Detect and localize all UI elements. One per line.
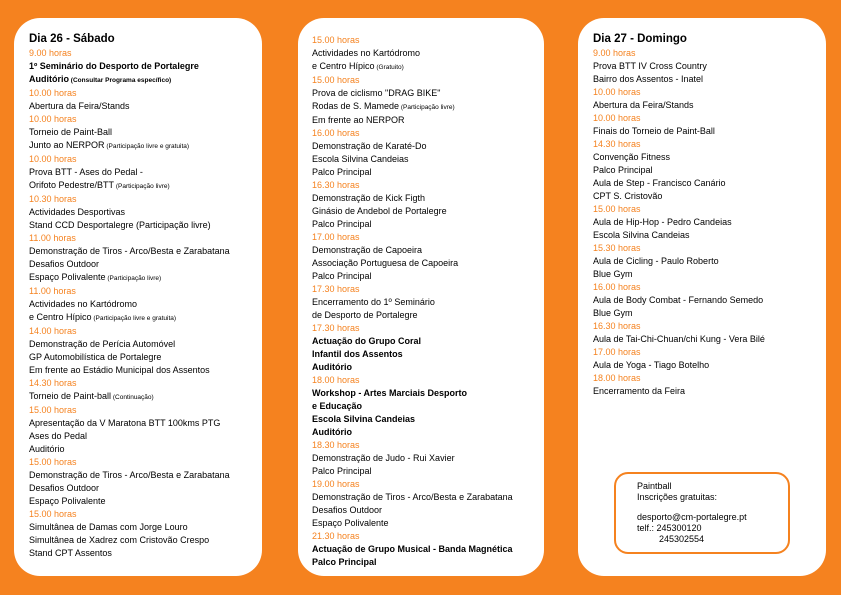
entry-text: Auditório — [29, 444, 65, 454]
entry-text: Actuação do Grupo Coral — [312, 336, 422, 346]
entry-text: 10.00 horas — [593, 113, 641, 123]
schedule-entry — [312, 87, 544, 100]
entry-text: Palco Principal — [312, 557, 377, 567]
info-spacer — [637, 503, 788, 512]
info-phone-alt: 245302554 — [659, 534, 705, 544]
entry-note: (Participação livre e gratuita) — [91, 315, 177, 322]
entry-text: Auditório — [29, 74, 69, 84]
saturday-panel — [14, 18, 262, 576]
entry-text: Palco Principal — [593, 165, 653, 175]
entry-text: Espaço Polivalente — [312, 518, 389, 528]
entry-text: 15.00 horas — [29, 405, 77, 415]
schedule-time — [312, 74, 544, 87]
saturday-continued-schedule — [312, 34, 544, 569]
entry-text: Apresentação da V Maratona BTT 100kms PTG — [29, 418, 221, 428]
entry-text: Em frente ao NERPOR — [312, 115, 405, 125]
schedule-time — [29, 193, 262, 206]
schedule-entry — [29, 73, 262, 87]
entry-text: Ases do Pedal — [29, 431, 88, 441]
schedule-time — [29, 47, 262, 60]
schedule-entry — [593, 385, 826, 398]
entry-text: Demonstração de Tiros - Arco/Besta e Zarabatana — [29, 470, 230, 480]
entry-text: Desafios Outdoor — [29, 483, 100, 493]
schedule-time — [29, 325, 262, 338]
entry-text: Aula de Hip-Hop - Pedro Candeias — [593, 217, 732, 227]
entry-text: Abertura da Feira/Stands — [593, 100, 694, 110]
schedule-entry — [312, 270, 544, 283]
entry-text: 14.30 horas — [593, 139, 641, 149]
schedule-entry — [593, 99, 826, 112]
schedule-time — [593, 47, 826, 60]
entry-text: GP Automobilística de Portalegre — [29, 352, 162, 362]
entry-text: Espaço Polivalente — [29, 272, 106, 282]
entry-note: (Participação livre e gratuita) — [104, 143, 190, 150]
entry-text: Actividades Desportivas — [29, 207, 126, 217]
schedule-entry — [29, 271, 262, 285]
entry-text: Demonstração de Tiros - Arco/Besta e Zarabatana — [29, 246, 230, 256]
schedule-entry — [593, 151, 826, 164]
schedule-entry — [312, 166, 544, 179]
schedule-time — [29, 508, 262, 521]
entry-text: 15.30 horas — [593, 243, 641, 253]
schedule-entry — [312, 543, 544, 556]
entry-text: Bairro dos Assentos - Inatel — [593, 74, 704, 84]
entry-text: Simultânea de Damas com Jorge Louro — [29, 522, 188, 532]
schedule-time — [312, 179, 544, 192]
schedule-time — [593, 242, 826, 255]
schedule-entry — [312, 100, 544, 114]
schedule-entry — [312, 504, 544, 517]
schedule-entry — [29, 100, 262, 113]
entry-text: 17.30 horas — [312, 323, 360, 333]
entry-text: 16.30 horas — [593, 321, 641, 331]
schedule-entry — [29, 443, 262, 456]
schedule-entry — [593, 125, 826, 138]
entry-note: (Participação livre) — [105, 275, 162, 282]
paintball-info-box — [614, 472, 790, 554]
schedule-time — [312, 231, 544, 244]
schedule-entry — [29, 258, 262, 271]
entry-text: Actuação de Grupo Musical - Banda Magnética — [312, 544, 513, 554]
schedule-time — [312, 283, 544, 296]
schedule-time — [593, 372, 826, 385]
schedule-time — [29, 232, 262, 245]
schedule-time — [593, 112, 826, 125]
entry-text: Espaço Polivalente — [29, 496, 106, 506]
info-title: Paintball — [637, 481, 672, 491]
entry-text: Associação Portuguesa de Capoeira — [312, 258, 459, 268]
schedule-entry — [29, 430, 262, 443]
schedule-entry — [29, 469, 262, 482]
schedule-entry — [312, 413, 544, 426]
entry-text: Prova BTT - Ases do Pedal - — [29, 167, 143, 177]
sunday-schedule — [593, 47, 826, 398]
schedule-entry — [29, 521, 262, 534]
entry-note: (Participação livre) — [399, 104, 455, 111]
entry-text: e Centro Hípico — [312, 61, 375, 71]
entry-text: Torneio de Paint-ball — [29, 391, 112, 401]
schedule-entry — [593, 294, 826, 307]
entry-text: e Educação — [312, 401, 363, 411]
entry-text: de Desporto de Portalegre — [312, 310, 418, 320]
schedule-entry — [312, 140, 544, 153]
schedule-entry — [312, 47, 544, 60]
schedule-entry — [29, 482, 262, 495]
entry-text: 11.00 horas — [29, 286, 76, 296]
entry-text: Orifoto Pedestre/BTT — [29, 180, 115, 190]
entry-text: Demonstração de Capoeira — [312, 245, 423, 255]
entry-text: 9.00 horas — [593, 48, 636, 58]
schedule-entry — [312, 309, 544, 322]
entry-text: 10.00 horas — [29, 114, 77, 124]
schedule-time — [593, 86, 826, 99]
schedule-entry — [312, 400, 544, 413]
entry-text: Infantil dos Assentos — [312, 349, 403, 359]
info-subtitle: Inscrições gratuitas: — [637, 492, 718, 502]
schedule-time — [29, 404, 262, 417]
entry-text: Demonstração de Perícia Automóvel — [29, 339, 176, 349]
entry-note: (Continuação) — [111, 394, 154, 401]
schedule-time — [593, 320, 826, 333]
entry-text: 10.00 horas — [29, 88, 77, 98]
schedule-entry — [312, 348, 544, 361]
entry-text: Palco Principal — [312, 271, 372, 281]
schedule-time — [29, 456, 262, 469]
entry-text: Workshop - Artes Marciais Desporto — [312, 388, 468, 398]
schedule-entry — [29, 139, 262, 153]
entry-text: 17.00 horas — [312, 232, 360, 242]
sunday-title: Dia 27 - Domingo — [593, 33, 687, 45]
schedule-entry — [593, 164, 826, 177]
saturday-title: Dia 26 - Sábado — [29, 33, 115, 45]
entry-text: Desafios Outdoor — [29, 259, 100, 269]
schedule-entry — [312, 465, 544, 478]
entry-text: 14.30 horas — [29, 378, 77, 388]
entry-text: 18.00 horas — [593, 373, 641, 383]
schedule-entry — [593, 268, 826, 281]
schedule-entry — [312, 452, 544, 465]
entry-text: 10.00 horas — [29, 154, 77, 164]
entry-text: 15.00 horas — [312, 75, 360, 85]
entry-text: Aula de Body Combat - Fernando Semedo — [593, 295, 764, 305]
schedule-time — [593, 138, 826, 151]
schedule-time — [312, 439, 544, 452]
entry-text: Convenção Fitness — [593, 152, 671, 162]
entry-text: Escola Silvina Candeias — [593, 230, 690, 240]
entry-text: 17.30 horas — [312, 284, 360, 294]
schedule-entry — [29, 60, 262, 73]
entry-text: Ginásio de Andebol de Portalegre — [312, 206, 447, 216]
schedule-time — [593, 203, 826, 216]
schedule-time — [29, 87, 262, 100]
entry-text: 1º Seminário do Desporto de Portalegre — [29, 61, 199, 71]
entry-note: (Consultar Programa específico) — [69, 77, 172, 84]
entry-text: 15.00 horas — [29, 509, 77, 519]
schedule-entry — [593, 73, 826, 86]
schedule-entry — [593, 60, 826, 73]
entry-text: Finais do Torneio de Paint-Ball — [593, 126, 715, 136]
schedule-time — [29, 377, 262, 390]
schedule-entry — [312, 387, 544, 400]
entry-text: 10.00 horas — [593, 87, 641, 97]
schedule-time — [312, 530, 544, 543]
schedule-entry — [593, 177, 826, 190]
schedule-time — [312, 374, 544, 387]
entry-text: Demonstração de Tiros - Arco/Besta e Zarabatana — [312, 492, 513, 502]
entry-text: Prova de ciclismo "DRAG BIKE" — [312, 88, 441, 98]
entry-text: 15.00 horas — [312, 35, 360, 45]
entry-note: (Gratuito) — [374, 64, 404, 71]
entry-text: Palco Principal — [312, 466, 372, 476]
entry-text: 19.00 horas — [312, 479, 360, 489]
entry-text: Encerramento do 1º Seminário — [312, 297, 435, 307]
saturday-schedule — [29, 47, 262, 560]
schedule-entry — [593, 216, 826, 229]
entry-text: 10.30 horas — [29, 194, 77, 204]
entry-text: Aula de Cicling - Paulo Roberto — [593, 256, 719, 266]
schedule-entry — [29, 364, 262, 377]
saturday-continued-panel — [298, 18, 544, 576]
schedule-entry — [312, 426, 544, 439]
schedule-time — [29, 113, 262, 126]
schedule-entry — [312, 60, 544, 74]
schedule-entry — [312, 244, 544, 257]
schedule-time — [312, 127, 544, 140]
entry-text: Actividades no Kartódromo — [312, 48, 421, 58]
entry-text: Demonstração de Kick Figth — [312, 193, 426, 203]
schedule-entry — [29, 495, 262, 508]
schedule-entry — [29, 126, 262, 139]
entry-text: Stand CPT Assentos — [29, 548, 112, 558]
schedule-entry — [312, 205, 544, 218]
entry-text: 18.00 horas — [312, 375, 360, 385]
schedule-entry — [29, 390, 262, 404]
schedule-entry — [29, 206, 262, 219]
schedule-entry — [312, 361, 544, 374]
info-email: desporto@cm-portalegre.pt — [637, 512, 747, 522]
entry-text: Encerramento da Feira — [593, 386, 686, 396]
schedule-entry — [312, 153, 544, 166]
entry-text: Blue Gym — [593, 308, 633, 318]
schedule-entry — [29, 179, 262, 193]
entry-text: 21.30 horas — [312, 531, 360, 541]
entry-text: Torneio de Paint-Ball — [29, 127, 113, 137]
entry-note: (Participação livre) — [114, 183, 170, 190]
schedule-entry — [593, 255, 826, 268]
schedule-entry — [593, 190, 826, 203]
entry-text: 18.30 horas — [312, 440, 360, 450]
entry-text: Demonstração de Karaté-Do — [312, 141, 427, 151]
schedule-entry — [312, 296, 544, 309]
schedule-entry — [312, 491, 544, 504]
entry-text: Abertura da Feira/Stands — [29, 101, 130, 111]
schedule-entry — [312, 114, 544, 127]
schedule-time — [29, 153, 262, 166]
entry-text: 16.00 horas — [312, 128, 360, 138]
schedule-time — [312, 478, 544, 491]
schedule-entry — [312, 218, 544, 231]
schedule-entry — [29, 338, 262, 351]
schedule-entry — [29, 547, 262, 560]
entry-text: 14.00 horas — [29, 326, 77, 336]
entry-text: 15.00 horas — [593, 204, 641, 214]
schedule-entry — [312, 192, 544, 205]
entry-text: 9.00 horas — [29, 48, 72, 58]
entry-text: Em frente ao Estádio Municipal dos Assentos — [29, 365, 210, 375]
entry-text: 11.00 horas — [29, 233, 76, 243]
entry-text: CPT S. Cristovão — [593, 191, 663, 201]
entry-text: 16.30 horas — [312, 180, 360, 190]
schedule-time — [312, 34, 544, 47]
entry-text: Escola Silvina Candeias — [312, 154, 409, 164]
schedule-entry — [29, 534, 262, 547]
schedule-entry — [29, 417, 262, 430]
schedule-entry — [593, 333, 826, 346]
info-phone: telf.: 245300120 — [637, 523, 702, 533]
entry-text: Palco Principal — [312, 219, 372, 229]
entry-text: Aula de Tai-Chi-Chuan/chi Kung - Vera Bilé — [593, 334, 765, 344]
schedule-entry — [593, 359, 826, 372]
schedule-entry — [312, 517, 544, 530]
schedule-time — [593, 281, 826, 294]
entry-text: Desafios Outdoor — [312, 505, 383, 515]
schedule-entry — [312, 335, 544, 348]
entry-text: Simultânea de Xadrez com Cristovão Crespo — [29, 535, 210, 545]
entry-text: Aula de Step - Francisco Canário — [593, 178, 726, 188]
schedule-entry — [312, 556, 544, 569]
schedule-entry — [593, 307, 826, 320]
schedule-entry — [593, 229, 826, 242]
schedule-entry — [29, 311, 262, 325]
entry-text: Palco Principal — [312, 167, 372, 177]
entry-text: Actividades no Kartódromo — [29, 299, 138, 309]
entry-text: Escola Silvina Candeias — [312, 414, 416, 424]
schedule-entry — [29, 166, 262, 179]
entry-text: Prova BTT IV Cross Country — [593, 61, 707, 71]
entry-text: Auditório — [312, 362, 352, 372]
entry-text: Aula de Yoga - Tiago Botelho — [593, 360, 710, 370]
schedule-time — [593, 346, 826, 359]
schedule-entry — [29, 245, 262, 258]
entry-text: Rodas de S. Mamede — [312, 101, 400, 111]
schedule-entry — [29, 298, 262, 311]
schedule-entry — [29, 219, 262, 232]
entry-text: Demonstração de Judo - Rui Xavier — [312, 453, 455, 463]
entry-text: Blue Gym — [593, 269, 633, 279]
schedule-entry — [29, 351, 262, 364]
entry-text: Auditório — [312, 427, 352, 437]
entry-text: Junto ao NERPOR — [29, 140, 105, 150]
entry-text: Stand CCD Desportalegre (Participação livre) — [29, 220, 211, 230]
schedule-time — [312, 322, 544, 335]
entry-text: 15.00 horas — [29, 457, 77, 467]
entry-text: e Centro Hípico — [29, 312, 92, 322]
schedule-entry — [312, 257, 544, 270]
schedule-time — [29, 285, 262, 298]
entry-text: 17.00 horas — [593, 347, 641, 357]
entry-text: 16.00 horas — [593, 282, 641, 292]
